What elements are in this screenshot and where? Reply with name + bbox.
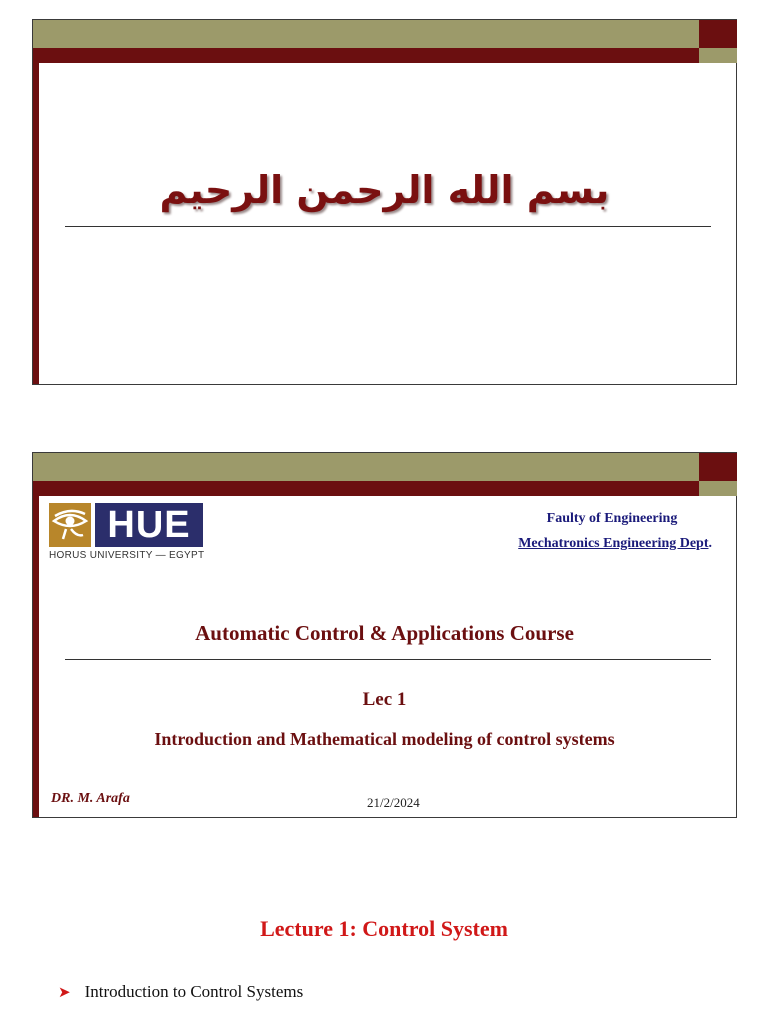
list-item-text: Introduction to Control Systems: [84, 982, 304, 1001]
header-corner-maroon: [699, 453, 737, 481]
department-line: [452, 536, 712, 552]
basmala-title: بسم الله الرحمن الرحيم: [159, 168, 610, 212]
lecture-number: Lec 1: [362, 689, 407, 710]
header-bar-maroon: [33, 481, 699, 496]
lecture-topic: Introduction and Mathematical modeling of control systems: [154, 729, 615, 749]
header-corner-maroon: [699, 20, 737, 48]
header-corner-olive: [699, 48, 737, 63]
title-divider: [65, 226, 711, 227]
eye-of-horus-icon: [49, 503, 91, 547]
department-suffix: .: [708, 536, 712, 551]
faculty-block: [452, 511, 712, 552]
logo-wordmark: HUE: [95, 503, 203, 547]
left-stripe: [33, 48, 39, 384]
header-bar-olive: [33, 453, 699, 481]
list-item: [58, 982, 303, 1002]
department-name: Mechatronics Engineering Dept: [518, 536, 709, 551]
faculty-name: Faulty of Engineering: [546, 511, 678, 526]
arrow-bullet-icon: ➤: [58, 985, 71, 1001]
university-logo: [49, 503, 205, 563]
logo-subtitle: HORUS UNIVERSITY — EGYPT: [49, 550, 205, 561]
course-title: Automatic Control & Applications Course: [195, 621, 574, 645]
header-corner-olive: [699, 481, 737, 496]
author: DR. M. Arafa: [51, 791, 130, 806]
course-divider: [65, 659, 711, 660]
left-stripe: [33, 481, 39, 817]
title-slide: [32, 19, 737, 385]
course-slide: [32, 452, 737, 818]
header-bar-olive: [33, 20, 699, 48]
header-bar-maroon: [33, 48, 699, 63]
lecture-heading: Lecture 1: Control System: [260, 916, 508, 941]
date: 21/2/2024: [367, 795, 420, 810]
